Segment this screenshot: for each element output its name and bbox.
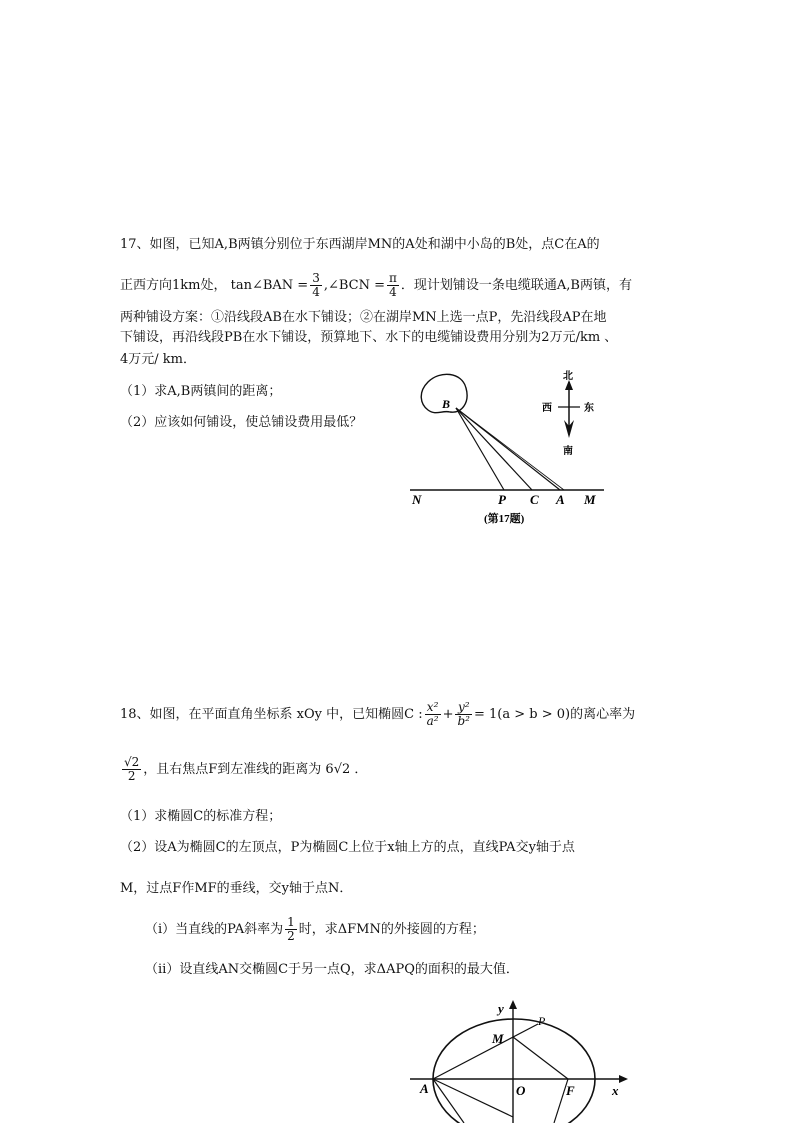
label-M: M [584, 492, 596, 507]
q18-sub-ii: （ⅱ）设直线AN交椭圆C于另一点Q，求ΔAPQ的面积的最大值． [145, 962, 519, 977]
segment-BP [456, 408, 504, 490]
q18-sub-i-b: 时，求ΔFMN的外接圆的方程； [298, 922, 485, 937]
q18-frac-x2-a2: $\frac{\text{x²}}{\text{a²}}$ [426, 700, 439, 728]
label-F: F [566, 1083, 575, 1098]
q17-line4: 下铺设，再沿线段PB在水下铺设，预算地下、水下的电缆铺设费用分别为2万元/km 、 [120, 330, 618, 345]
q18-sub2b: M，过点F作MF的垂线，交y轴于点N． [120, 881, 353, 896]
segment-BC [456, 408, 532, 490]
q18-frac-y2-b2: $\frac{\text{y²}}{\text{b²}}$ [457, 700, 470, 728]
line-AP [433, 1024, 538, 1079]
label-A-18: A [420, 1081, 429, 1096]
q18-sub-i [145, 914, 485, 946]
q18-frac-sqrt2-2: $\frac{√2}{2}$ [124, 755, 140, 783]
q18-line1 [120, 698, 635, 732]
q17-line5: 4万元/ km． [120, 352, 196, 367]
q18-sub2: （2）设A为椭圆C的左顶点，P为椭圆C上位于x轴上方的点，直线PA交y轴于点 [120, 840, 575, 855]
compass-south: 南 [563, 446, 573, 457]
q18-frac-1-2: $\frac{1}{2}$ [287, 915, 295, 943]
q17-line1: 17、如图，已知A,B两镇分别位于东西湖岸MN的A处和湖中小岛的B处，点C在A的 [120, 237, 600, 252]
line-A-down [433, 1079, 464, 1123]
q17-line2 [120, 270, 632, 302]
x-axis-arrow-icon [619, 1075, 628, 1083]
q18-sub-i-a: （ⅰ）当直线的PA斜率为 [145, 922, 284, 937]
q17-figure [400, 362, 620, 530]
figure-caption-17: (第17题) [484, 513, 525, 525]
q18-line1-b: = 1(a > b > 0)的离心率为 [473, 707, 636, 722]
label-O: O [516, 1083, 526, 1098]
segment-BA-2 [456, 408, 564, 490]
q17-line2-a: 正西方向1km处， tan∠BAN = [120, 278, 309, 293]
label-P: P [498, 492, 506, 507]
q17-frac-3-4: $\frac{3}{4}$ [312, 271, 320, 299]
q17-line3: 两种铺设方案：①沿线段AB在水下铺设；②在湖岸MN上选一点P，先沿线段AP在地 [120, 310, 607, 325]
y-axis-arrow-icon [509, 1000, 517, 1009]
compass-icon [558, 380, 580, 438]
compass-west: 西 [542, 403, 552, 414]
q17-sub1: （1）求A,B两镇间的距离； [120, 384, 282, 399]
q18-line2-text: ，且右焦点F到左准线的距离为 6√2 ． [143, 762, 368, 777]
ellipse-C [433, 1019, 595, 1123]
q18-figure [404, 995, 634, 1123]
label-B: B [442, 397, 451, 411]
q17-line2-c: ．现计划铺设一条电缆联通A,B两镇，有 [400, 278, 632, 293]
label-y: y [498, 1001, 504, 1016]
q17-line2-b: ,∠BCN = [323, 278, 386, 293]
label-N: N [412, 492, 422, 507]
q18-line2 [120, 752, 367, 788]
label-C: C [530, 492, 539, 507]
compass-east: 东 [584, 403, 594, 414]
q18-sub1: （1）求椭圆C的标准方程； [120, 809, 282, 824]
q17-frac-pi-4: $\frac{\pi}{4}$ [389, 271, 397, 299]
label-M-18: M [492, 1031, 504, 1046]
q18-plus: + [442, 707, 454, 722]
label-P-18: P [538, 1014, 546, 1028]
label-x: x [612, 1083, 619, 1098]
q17-sub2: （2）应该如何铺设，使总铺设费用最低？ [120, 415, 363, 430]
label-A: A [556, 492, 565, 507]
line-MF [513, 1037, 568, 1079]
q18-line1-a: 18、如图，在平面直角坐标系 xOy 中，已知椭圆C : [120, 707, 423, 722]
compass-north: 北 [563, 371, 573, 382]
